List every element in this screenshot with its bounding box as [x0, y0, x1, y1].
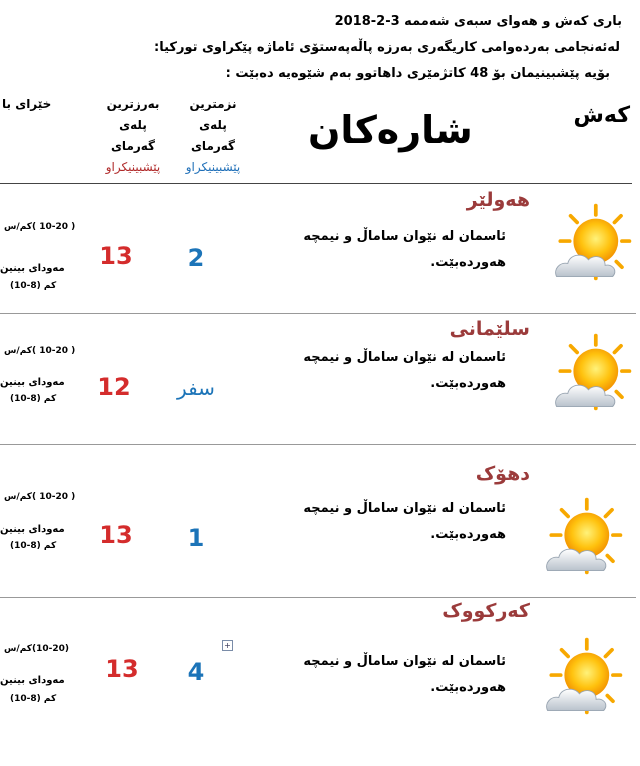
wind-speed: ( 10-20 )کم/س [4, 492, 76, 502]
visibility-label: مەودای بینین [0, 675, 65, 686]
table-anchor-icon[interactable]: + [222, 640, 233, 651]
divider [0, 313, 636, 314]
weather-description: ئاسمان لە نێوان ساماڵ و نیمچە هەوردەبێت. [303, 350, 506, 391]
min-temp-column-header: نزمترین پلەی گەرمای پێشبینیکراو [185, 97, 241, 174]
weather-description: ئاسمان لە نێوان ساماڵ و نیمچە هەوردەبێت. [303, 229, 506, 270]
report-subtitle: لەئەنجامی بەردەوامی کاریگەری بەرزە پاڵەپەستۆی ئاماژە پێکراوی تورکیا: [154, 40, 620, 55]
partly-cloudy-sun-icon [542, 634, 626, 718]
max-temp-column-header: بەرزترین پلەی گەرمای پێشبینیکراو [105, 97, 161, 174]
visibility-value: (10-8) کم [10, 394, 57, 404]
wind-column-header: خێرای با [2, 97, 52, 111]
wind-speed: ( 10-20 )کم/س [4, 346, 76, 356]
city-name: هەولێر [466, 189, 530, 211]
city-name: کەرکووک [442, 600, 530, 622]
visibility-label: مەودای بینین [0, 263, 65, 274]
cities-column-header: شارەکان [308, 108, 473, 152]
wind-speed: (10-20)کم/س [4, 644, 70, 654]
visibility-label: مەودای بینین [0, 524, 65, 535]
max-temp-value: 13 [99, 521, 133, 549]
report-subtitle-2: بۆیە پێشبینیمان بۆ 48 کاتژمێری داهاتوو بەم شێوەیە دەبێت : [225, 66, 610, 81]
partly-cloudy-sun-icon [551, 200, 635, 284]
divider [0, 597, 636, 598]
min-temp-value: 2 [187, 244, 205, 272]
weather-column-header: کەش [573, 103, 630, 128]
partly-cloudy-sun-icon [551, 330, 635, 414]
visibility-label: مەودای بینین [0, 377, 65, 388]
min-temp-value: 4 [187, 658, 205, 686]
visibility-value: (10-8) کم [10, 281, 57, 291]
visibility-value: (10-8) کم [10, 694, 57, 704]
visibility-value: (10-8) کم [10, 541, 57, 551]
max-temp-value: 13 [105, 655, 139, 683]
weather-description: ئاسمان لە نێوان ساماڵ و نیمچە هەوردەبێت. [303, 654, 506, 695]
partly-cloudy-sun-icon [542, 494, 626, 578]
divider [0, 183, 632, 184]
city-name: دهۆک [475, 463, 530, 485]
weather-description: ئاسمان لە نێوان ساماڵ و نیمچە هەوردەبێت. [303, 501, 506, 542]
max-temp-value: 13 [99, 242, 133, 270]
report-title: باری کەش و هەوای سبەی شەممە 3-2-2018 [334, 14, 622, 29]
max-temp-value: 12 [97, 373, 131, 401]
divider [0, 444, 636, 445]
city-name: سلێمانی [449, 318, 530, 340]
wind-speed: ( 10-20 )کم/س [4, 222, 76, 232]
min-temp-value: سفر [177, 376, 215, 400]
min-temp-value: 1 [187, 524, 205, 552]
